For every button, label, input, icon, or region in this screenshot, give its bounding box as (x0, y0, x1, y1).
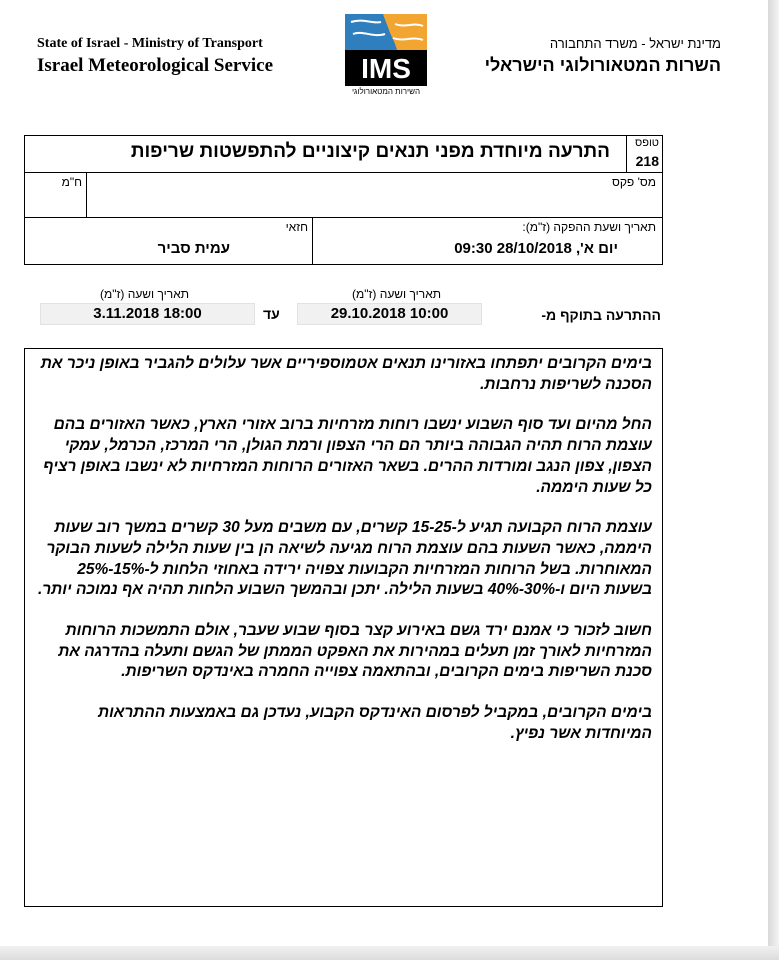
form-header-table (24, 135, 663, 265)
body-paragraph: החל מהיום ועד סוף השבוע ינשבו רוחות מזרחיות ברוב אזורי הארץ, כאשר האזורים בהם עוצמת הרוח תהיה הגבוהה ביותר הם הרי הצפון ורמת הגולן, הרי המרכז, הכרמל, עמקי הצפון, צפון הנגב ומורדות ההרים. בשאר האזורים הרוחות המזרחיות לא ינשבו באופן רציף כל שעות היממה. (43, 416, 652, 496)
forecaster-label: חזאי (285, 220, 308, 234)
forecaster-cell (25, 218, 313, 264)
valid-until-header: תאריך ושעה (ז"מ) (100, 287, 190, 301)
form-number-cell (626, 136, 662, 172)
form-number: 218 (635, 153, 659, 169)
hebrew-header-line2: השרות המטאורולוגי הישראלי (484, 55, 721, 75)
hebrew-header-line1: מדינת ישראל - משרד התחבורה (549, 36, 721, 51)
valid-from-header: תאריך ושעה (ז"מ) (352, 287, 442, 301)
validity-label: ההתרעה בתוקף מ- (541, 307, 661, 323)
form-label: טופס (635, 137, 659, 149)
body-paragraph: בימים הקרובים, במקביל לפרסום האינדקס הקבוע, נעדכן גם באמצעות ההתראות המיוחדות אשר נפיץ. (97, 704, 652, 742)
hm-label: ח"מ (61, 175, 82, 189)
fax-label: מס' פקס (611, 175, 656, 189)
english-header (37, 36, 273, 77)
page-shadow-bottom (0, 946, 779, 960)
alert-title: התרעה מיוחדת מפני תנאים קיצוניים להתפשטות שריפות (130, 141, 610, 162)
body-paragraph: חשוב לזכור כי אמנם ירד גשם באירוע קצר בסוף שבוע שעבר, אולם התמשכות הרוחות המזרחיות לאורך זמן תעלים במהירות את האפקט הממתן של הגשם ותעלה בהדרגה את סכנת השריפות בימים הקרובים, ובהתאמה צפוייה החמרה באינדקס השריפות. (58, 622, 652, 681)
fax-row (25, 173, 662, 218)
alert-body-text (36, 354, 652, 765)
issue-date-value: יום א', 28/10/2018 09:30 (454, 240, 618, 257)
logo-caption: השירות המטאורולוגי (351, 87, 421, 96)
ims-logo (345, 14, 427, 96)
english-header-line1: State of Israel - Ministry of Transport (37, 36, 263, 51)
logo-ims-text: IMS (361, 53, 411, 84)
ims-logo-graphic (345, 14, 427, 86)
issue-date-label: תאריך ושעת ההפקה (ז"מ): (522, 220, 656, 234)
title-row (25, 136, 662, 173)
body-paragraph: עוצמת הרוח הקבועה תגיע ל-15-25 קשרים, עם משבים מעל 30 קשרים במשך רוב שעות היממה, כאשר השעות בהם עוצמת הרוח מגיעה לשיאה הן בין שעות הלילה לשעות הבוקר המאוחרות. בשל הרוחות המזרחיות הקבועות צפויה ירידה באחוזי הלחות ל-15%-25% בשעות היום ו-30%-40% בשעות הלילה. יתכן ובהמשך השבוע הלחות תהיה אף נמוכה יותר. (37, 519, 652, 599)
valid-until-label: עד (263, 306, 280, 322)
forecaster-name: עמית סביר (157, 240, 230, 257)
english-header-line2: Israel Meteorological Service (37, 55, 273, 76)
hebrew-header (485, 36, 721, 76)
body-paragraph: בימים הקרובים יתפתחו באזורינו תנאים אטמוספיריים אשר עלולים להגביר באופן ניכר את הסכנה לשריפות נרחבות. (40, 355, 652, 393)
hm-cell (25, 173, 87, 217)
issue-row (25, 218, 662, 264)
page-shadow-right (768, 0, 779, 960)
valid-from-value: 29.10.2018 10:00 (297, 303, 482, 325)
valid-until-value: 3.11.2018 18:00 (40, 303, 255, 325)
